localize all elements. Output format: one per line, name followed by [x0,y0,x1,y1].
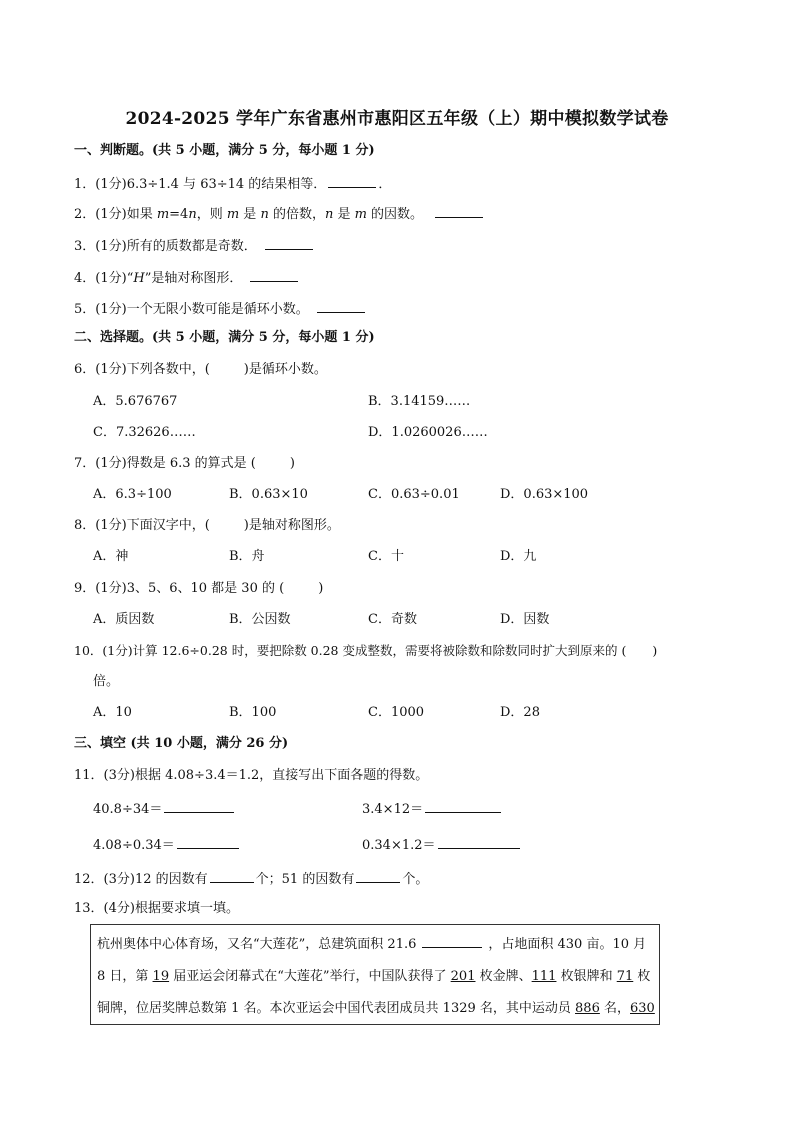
option-b[interactable]: B．100 [229,705,277,720]
option-b[interactable]: B．公因数 [229,612,291,627]
text-fragment: )是轴对称图形。 [243,518,340,533]
question-number: 11．(3分) [74,768,135,783]
question-number: 12．(3分) [74,872,135,887]
option-d[interactable]: D．28 [500,705,540,720]
text-fragment: 8 日，第 [97,969,153,984]
expression-2 [362,798,503,820]
question-3 [74,235,315,257]
answer-blank[interactable] [356,868,400,883]
question-5 [74,298,367,320]
expression-text: 40.8÷34＝ [93,802,163,817]
option-c[interactable]: C．1000 [368,705,425,720]
text-fragment: 枚银牌和 [556,969,617,984]
option-d[interactable]: D．九 [500,549,537,564]
question-12 [74,868,428,890]
answer-blank[interactable] [265,235,313,250]
question-number: 6．(1分) [74,362,127,377]
answer-blank[interactable] [328,173,376,188]
answer-blank[interactable] [250,267,298,282]
text-fragment: ) [652,643,658,658]
answer-blank[interactable] [435,203,483,218]
text-fragment: ，则 [196,207,227,222]
option-b[interactable]: B．0.63×10 [229,487,308,502]
text-fragment: 是 [333,207,355,222]
variable-n: n [260,207,269,222]
underlined-number: 19 [152,969,170,984]
question-9 [74,579,323,599]
section-heading-fill: 三、填空 (共 10 小题，满分 26 分) [74,736,289,751]
option-b[interactable]: B．舟 [229,549,265,564]
question-2 [74,203,485,225]
question-10-continued: 倍。 [93,674,120,689]
question-6 [74,360,327,380]
text-fragment: ”是轴对称图形． [144,271,243,286]
passage-line-1 [97,933,646,952]
question-number: 7．(1分) [74,456,127,471]
variable-m: m [354,207,367,222]
question-13 [74,899,239,919]
option-c[interactable]: C．十 [368,549,404,564]
expression-text: 0.34×1.2＝ [362,838,436,853]
section-heading-judge: 一、判断题。(共 5 小题，满分 5 分，每小题 1 分) [74,143,375,158]
option-d[interactable]: D．0.63×100 [500,487,589,502]
question-text: 一个无限小数可能是循环小数。 [126,302,309,317]
variable-n: n [188,207,197,222]
expression-1 [93,798,236,820]
text-fragment: 12 的因数有 [134,872,208,887]
question-number: 9．(1分) [74,581,127,596]
text-fragment: 3、5、6、10 都是 30 的 ( [126,581,285,596]
option-a[interactable]: A．6.3÷100 [93,487,172,502]
underlined-number: 71 [616,969,634,984]
question-number: 10．(1分) [74,643,133,658]
text-fragment: ) [289,456,295,471]
page-title: 2024-2025 学年广东省惠州市惠阳区五年级（上）期中模拟数学试卷 [125,109,669,129]
answer-blank[interactable] [425,798,501,813]
expression-3 [93,834,241,856]
text-fragment: 杭州奥体中心体育场，又名“大莲花”，总建筑面积 21.6 [97,937,417,952]
text-fragment: )是循环小数。 [243,362,327,377]
text-fragment: =4 [169,207,189,222]
question-number: 13．(4分) [74,901,135,916]
question-1 [74,173,391,195]
question-number: 1．(1分) [74,177,127,192]
question-number: 5．(1分) [74,302,127,317]
text-fragment: 个；51 的因数有 [255,872,355,887]
question-number: 3．(1分) [74,239,127,254]
question-7 [74,454,295,474]
underlined-number: 630 [630,1001,655,1016]
text-fragment: 得数是 6.3 的算式是 ( [126,456,256,471]
question-text: 所有的质数都是奇数． [126,239,257,254]
variable-m: m [226,207,240,222]
variable-n: n [324,207,334,222]
section-heading-choice: 二、选择题。(共 5 小题，满分 5 分，每小题 1 分) [74,330,375,345]
expression-text: 4.08÷0.34＝ [93,838,175,853]
text-fragment: 个。 [402,872,429,887]
answer-blank[interactable] [422,933,482,948]
text-fragment: 铜牌，位居奖牌总数第 1 名。本次亚运会中国代表团成员共 1329 名，其中运动员 [97,1001,576,1016]
option-c[interactable]: C．奇数 [368,612,417,627]
question-number: 8．(1分) [74,518,127,533]
text-fragment: 如果 [126,207,157,222]
text-fragment: ) [318,581,324,596]
text-fragment: 的倍数， [268,207,325,222]
text-fragment: 枚 [633,969,651,984]
answer-blank[interactable] [438,834,520,849]
question-text: 根据要求填一填。 [134,901,239,916]
letter-h: H [133,271,145,286]
question-number: 4．(1分) [74,271,127,286]
underlined-number: 201 [450,969,476,984]
variable-m: m [156,207,170,222]
text-fragment: 名， [599,1001,630,1016]
answer-blank[interactable] [164,798,234,813]
expression-text: 3.4×12＝ [362,802,424,817]
option-a[interactable]: A．10 [93,705,132,720]
passage-line-3 [97,997,655,1016]
question-4 [74,267,300,289]
answer-blank[interactable] [317,298,365,313]
question-11 [74,766,428,786]
question-tail: ． [378,177,392,192]
text-fragment: 届亚运会闭幕式在“大莲花”举行，中国队获得了 [169,969,451,984]
option-d[interactable]: D．1.0260026…… [368,425,488,440]
question-text: 6.3÷1.4 与 63÷14 的结果相等． [126,177,327,192]
underlined-number: 886 [575,1001,600,1016]
passage-line-2 [97,965,650,984]
text-fragment: 枚金牌、 [475,969,532,984]
expression-4 [362,834,522,856]
option-c[interactable]: C．0.63÷0.01 [368,487,460,502]
text-fragment: 是 [239,207,261,222]
text-fragment: 下面汉字中，( [126,518,210,533]
text-fragment: 计算 12.6÷0.28 时，要把除数 0.28 变成整数，需要将被除数和除数同时扩大到原来的 ( [132,643,627,658]
option-b[interactable]: B．3.14159…… [368,394,471,409]
option-c[interactable]: C．7.32626…… [93,425,196,440]
answer-blank[interactable] [177,834,239,849]
option-d[interactable]: D．因数 [500,612,550,627]
underlined-number: 111 [531,969,557,984]
text-fragment: 的因数。 [366,207,424,222]
question-10 [74,641,657,661]
text-fragment: ，占地面积 430 亩。10 月 [488,937,647,952]
answer-blank[interactable] [210,868,254,883]
option-a[interactable]: A．5.676767 [93,394,178,409]
option-a[interactable]: A．神 [93,549,129,564]
text-fragment: 下列各数中，( [126,362,210,377]
text-fragment: “ [126,271,134,286]
option-a[interactable]: A．质因数 [93,612,155,627]
question-8 [74,516,340,536]
question-number: 2．(1分) [74,207,127,222]
question-text: 根据 4.08÷3.4＝1.2，直接写出下面各题的得数。 [134,768,429,783]
passage-box [90,924,660,1025]
